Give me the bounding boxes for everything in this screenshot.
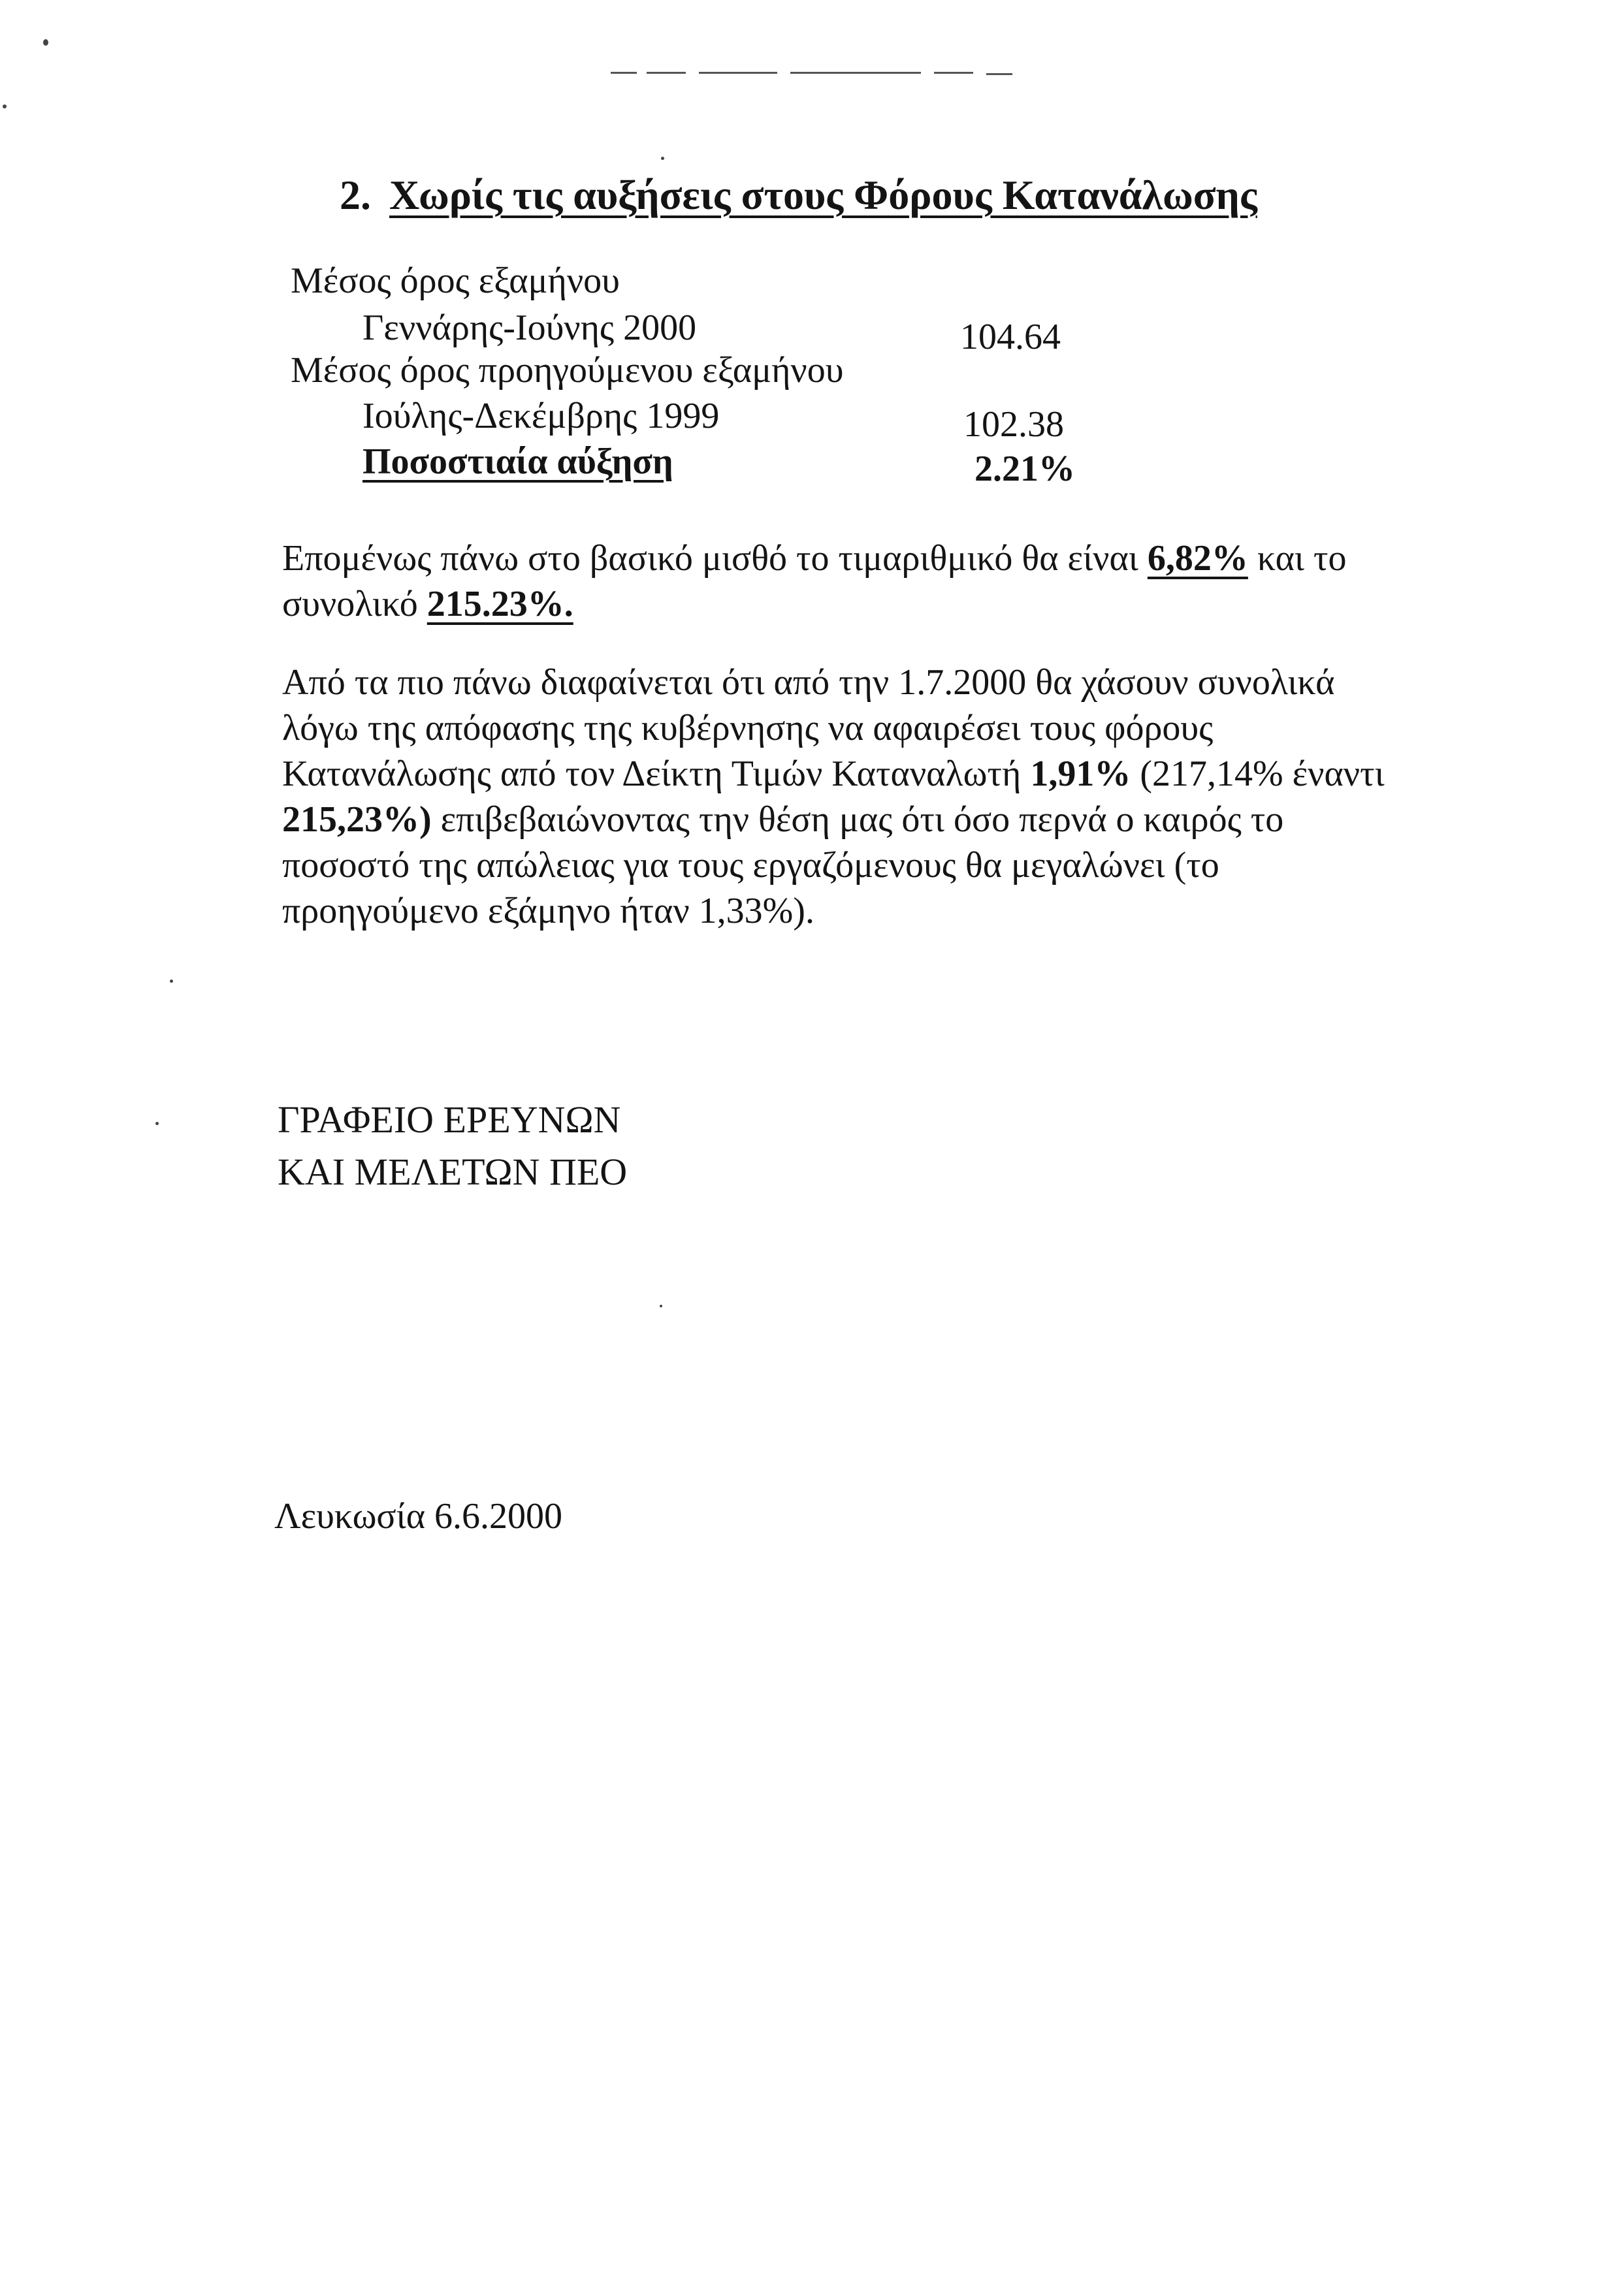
paragraph-text: Επομένως πάνω στο βασικό μισθό το τιμαριθμικό θα είναι (282, 538, 1148, 579)
paragraph-line (282, 751, 1523, 797)
paragraph-line: Από τα πιο πάνω διαφαίνεται ότι από την 1.7.2000 θα χάσουν συνολικά (282, 662, 1335, 703)
scan-speck (660, 1305, 662, 1307)
paragraph-text: (217,14% έναντι (1131, 754, 1385, 794)
previous-average-label: Μέσος όρος προηγούμενου εξαμήνου (291, 350, 844, 391)
scan-dash (611, 72, 637, 74)
total-index-comparison: 215,23%) (282, 799, 432, 840)
paragraph-loss-analysis (282, 660, 1523, 934)
paragraph-line: ποσοστό της απώλειας για τους εργαζόμενους θα μεγαλώνει (το (282, 845, 1219, 885)
paragraph-text: και το συνολικό (282, 538, 1347, 624)
scan-speck (43, 39, 48, 46)
signature-line: ΚΑΙ ΜΕΛΕΤΩΝ ΠΕΟ (278, 1151, 628, 1193)
percentage-increase-value: 2.21% (974, 449, 1075, 489)
previous-period-label: Ιούλης-Δεκέμβρης 1999 (362, 396, 720, 436)
section-number: 2. (340, 172, 371, 218)
base-salary-index-value: 6,82% (1147, 538, 1248, 579)
total-index-value: 215.23%. (427, 584, 573, 624)
scan-dash (986, 73, 1012, 75)
signature-line: ΓΡΑΦΕΙΟ ΕΡΕΥΝΩΝ (278, 1098, 621, 1141)
scan-dash (647, 72, 686, 74)
document-date: Λευκωσία 6.6.2000 (274, 1496, 563, 1537)
scan-speck (3, 104, 7, 108)
scan-speck (170, 980, 173, 983)
paragraph-salary-index (282, 535, 1419, 627)
paragraph-text: επιβεβαιώνοντας την θέση μας ότι όσο περνά ο καιρός το (431, 799, 1284, 840)
scan-dash (934, 72, 973, 74)
paragraph-text: Κατανάλωσης από τον Δείκτη Τιμών Καταναλωτή (282, 754, 1031, 794)
signature-block (278, 1094, 627, 1198)
scan-speck (155, 1122, 159, 1125)
scan-dash (790, 72, 921, 74)
scan-speck (661, 157, 664, 160)
paragraph-line: λόγω της απόφασης της κυβέρνησης να αφαιρέσει τους φόρους (282, 708, 1214, 748)
loss-percentage: 1,91% (1030, 754, 1131, 794)
scan-dash (699, 72, 777, 74)
current-average-value: 104.64 (960, 317, 1061, 357)
percentage-increase-label: Ποσοστιαία αύξηση (362, 441, 673, 482)
current-average-label: Μέσος όρος εξαμήνου (291, 261, 620, 301)
paragraph-line: προηγούμενο εξάμηνο ήταν 1,33%). (282, 891, 814, 931)
previous-average-value: 102.38 (963, 404, 1064, 445)
section-heading (340, 171, 1257, 219)
section-title: Χωρίς τις αυξήσεις στους Φόρους Κατανάλωσης (389, 172, 1257, 218)
current-period-label: Γεννάρης-Ιούνης 2000 (362, 308, 697, 348)
paragraph-line (282, 797, 1523, 842)
